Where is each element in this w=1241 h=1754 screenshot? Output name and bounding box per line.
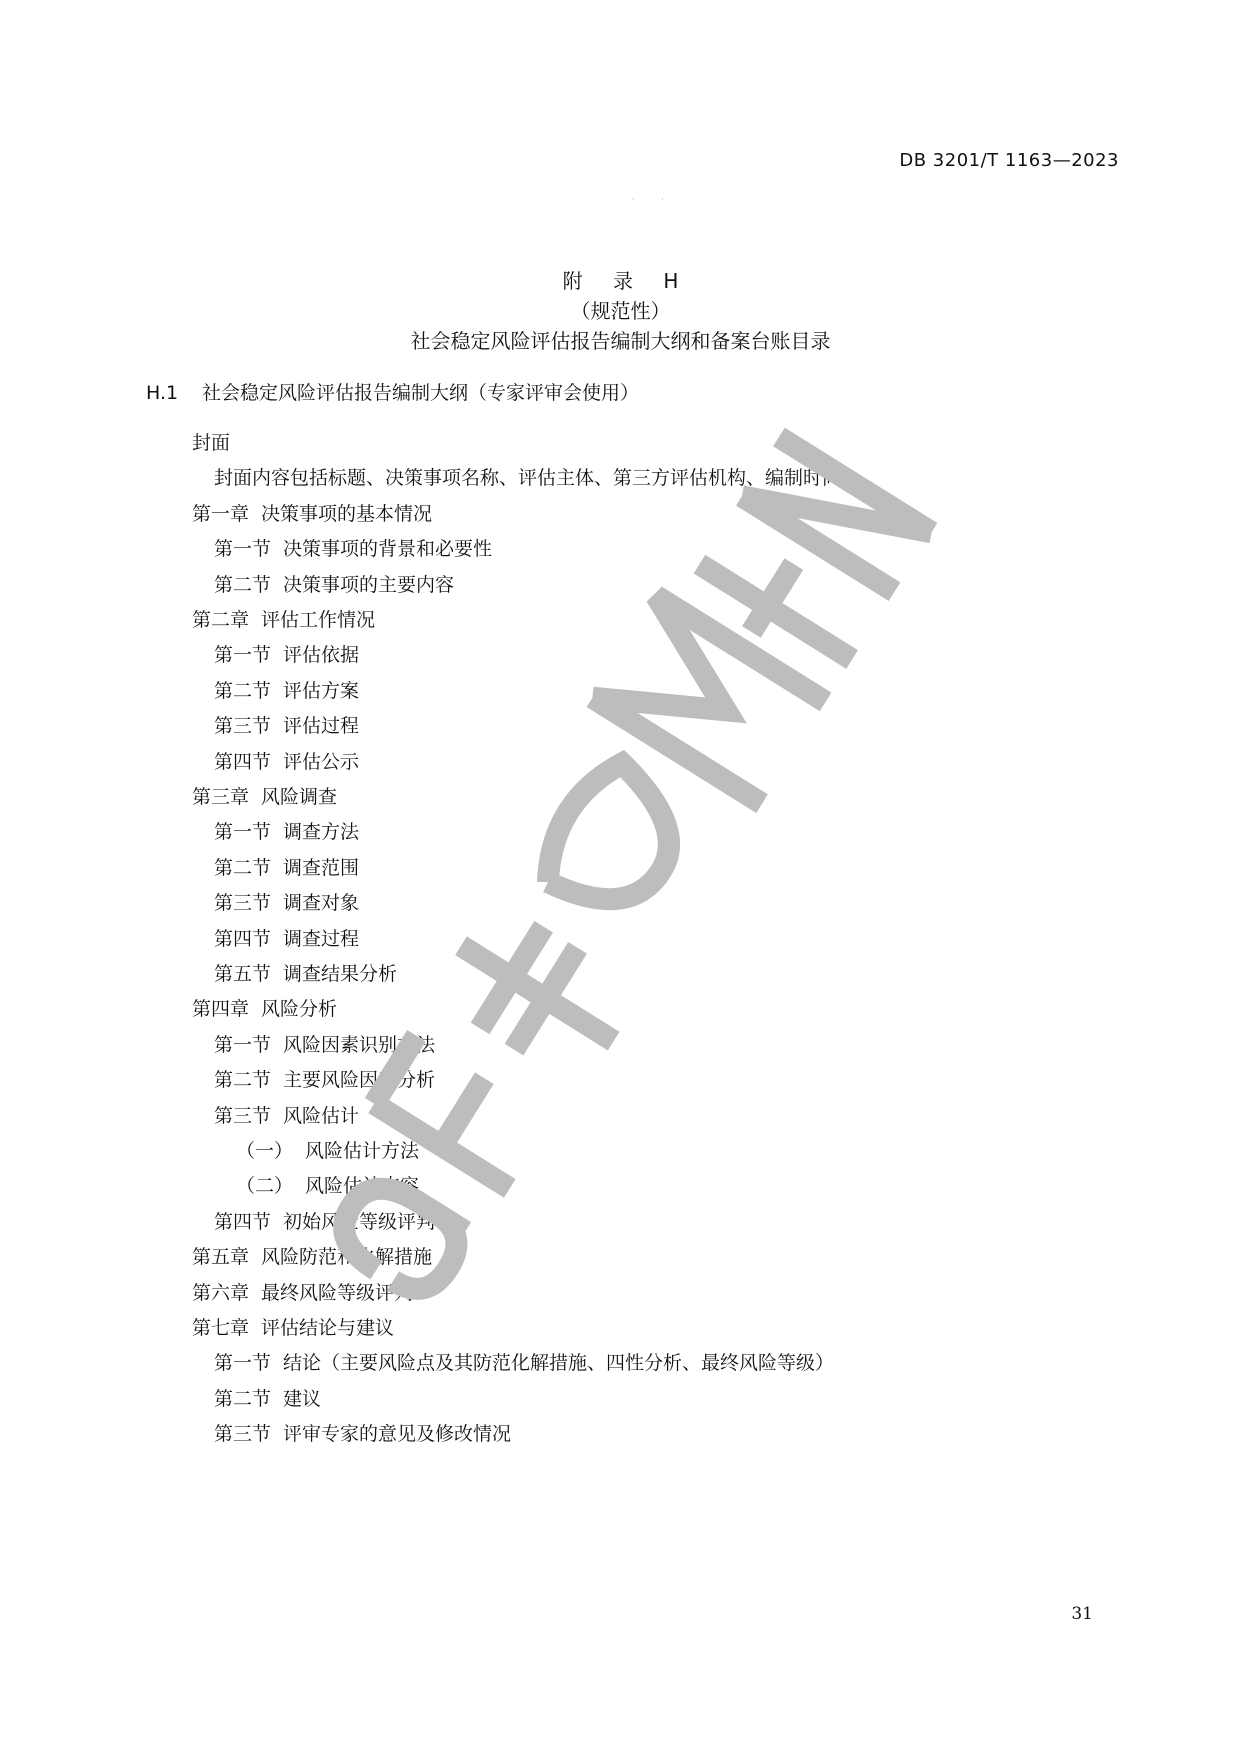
outline-item — [214, 1350, 834, 1376]
outline-item — [214, 1067, 435, 1093]
outline-item-label: 第二节 — [214, 856, 272, 879]
outline-item-text: 评审专家的意见及修改情况 — [283, 1423, 512, 1446]
outline-item-label: 第四章 — [192, 998, 250, 1021]
outline-item-text: 决策事项的背景和必要性 — [283, 538, 493, 561]
outline-item-label: 第一节 — [214, 821, 272, 844]
outline-item — [214, 855, 359, 881]
outline-item-label: （一） — [236, 1140, 294, 1162]
outline-item-text: 评估过程 — [283, 715, 360, 738]
outline-item-text: 风险分析 — [261, 998, 338, 1021]
outline-item-text: 风险防范和化解措施 — [261, 1246, 433, 1269]
outline-item-text: 封面 — [192, 432, 231, 454]
outline-item-label: 第三章 — [192, 786, 250, 808]
appendix-title-block — [0, 266, 1241, 356]
outline-item-label: 第七章 — [192, 1317, 250, 1339]
appendix-label: 附 录 H — [562, 269, 691, 293]
page-number: 31 — [1071, 1604, 1093, 1624]
outline-item — [192, 996, 337, 1022]
outline-item-label: 第五章 — [192, 1246, 250, 1269]
outline-item-text: 风险调查 — [261, 786, 338, 808]
outline-item-label: 第六章 — [192, 1281, 250, 1304]
outline-item — [214, 749, 359, 775]
outline-item — [214, 890, 359, 916]
section-number: H.1 — [146, 382, 179, 404]
outline-item-text: 风险估计 — [283, 1104, 360, 1127]
outline-item-label: 第三节 — [214, 892, 272, 915]
outline-item-label: 第一节 — [214, 1033, 272, 1056]
outline-item-text: 初始风险等级评判 — [283, 1210, 436, 1233]
outline-item-label: 第四节 — [214, 1210, 272, 1233]
outline-item — [236, 1173, 419, 1199]
outline-item-text: 评估公示 — [283, 750, 360, 773]
outline-item-text: 决策事项的基本情况 — [261, 502, 433, 525]
outline-item — [192, 1244, 432, 1270]
outline-item-text: 结论（主要风险点及其防范化解措施、四性分析、最终风险等级） — [283, 1352, 835, 1375]
outline-item-label: 第五节 — [214, 963, 272, 985]
outline-item-label: 第一节 — [214, 1352, 272, 1375]
outline-item-label: （二） — [236, 1175, 294, 1198]
outline-item-text: 封面内容包括标题、决策事项名称、评估主体、第三方评估机构、编制时间。 — [214, 467, 861, 490]
outline-item — [214, 1032, 435, 1058]
outline-item-text: 建议 — [283, 1387, 322, 1410]
outline-item — [214, 465, 860, 491]
section-heading — [146, 378, 639, 405]
outline-item-label: 第二节 — [214, 573, 272, 596]
outline-item — [236, 1138, 419, 1164]
outline-item-text: 调查结果分析 — [283, 963, 398, 985]
appendix-type: （规范性） — [570, 299, 671, 323]
outline-item-text: 调查方法 — [283, 821, 360, 844]
outline-item-text: 评估方案 — [283, 679, 360, 702]
outline-item-text: 调查过程 — [283, 927, 360, 950]
outline-item — [192, 501, 432, 527]
outline-item-label: 第二节 — [214, 1387, 272, 1410]
outline-item — [214, 572, 454, 598]
outline-item — [214, 1209, 435, 1235]
outline-item — [214, 536, 492, 562]
outline-item-label: 第三节 — [214, 1104, 272, 1127]
outline-item-label: 第二节 — [214, 679, 272, 702]
outline-item — [214, 713, 359, 739]
outline-item-text: 风险因素识别方法 — [283, 1033, 436, 1056]
outline-item-text: 主要风险因素分析 — [283, 1069, 436, 1092]
outline-item-text: 评估工作情况 — [261, 609, 376, 631]
outline-item — [214, 1103, 359, 1129]
outline-item — [214, 678, 359, 704]
outline-item-label: 第三节 — [214, 1423, 272, 1446]
outline-item — [192, 784, 337, 810]
outline-item-label: 第一节 — [214, 644, 272, 667]
outline-item-label: 第一节 — [214, 538, 272, 561]
outline-item — [192, 1280, 413, 1306]
outline-item-text: 最终风险等级评判 — [261, 1281, 414, 1304]
outline-item-text: 评估结论与建议 — [261, 1317, 395, 1339]
outline-item-label: 第二章 — [192, 609, 250, 631]
outline-item — [192, 607, 375, 633]
outline-item — [192, 430, 230, 456]
appendix-title: 社会稳定风险评估报告编制大纲和备案台账目录 — [410, 329, 831, 353]
outline-item-text: 决策事项的主要内容 — [283, 573, 455, 596]
outline-item — [214, 819, 359, 845]
document-code: DB 3201/T 1163—2023 — [899, 150, 1119, 171]
outline-item-text: 风险估计方法 — [305, 1140, 420, 1162]
section-title: 社会稳定风险评估报告编制大纲（专家评审会使用） — [202, 382, 640, 404]
outline-item — [192, 1315, 394, 1341]
outline-item-label: 第四节 — [214, 750, 272, 773]
outline-item-text: 风险估计内容 — [305, 1175, 420, 1198]
outline-item-text: 调查对象 — [283, 892, 360, 915]
outline-item — [214, 961, 397, 987]
decorative-dots: · · — [632, 195, 676, 204]
outline-item-label: 第一章 — [192, 502, 250, 525]
outline-item-label: 第三节 — [214, 715, 272, 738]
outline-item — [214, 926, 359, 952]
outline-item — [214, 1386, 321, 1412]
outline-item-text: 调查范围 — [283, 856, 360, 879]
outline-item — [214, 642, 359, 668]
outline-item-text: 评估依据 — [283, 644, 360, 667]
outline-item-label: 第四节 — [214, 927, 272, 950]
outline-item-label: 第二节 — [214, 1069, 272, 1092]
outline-item — [214, 1421, 511, 1447]
